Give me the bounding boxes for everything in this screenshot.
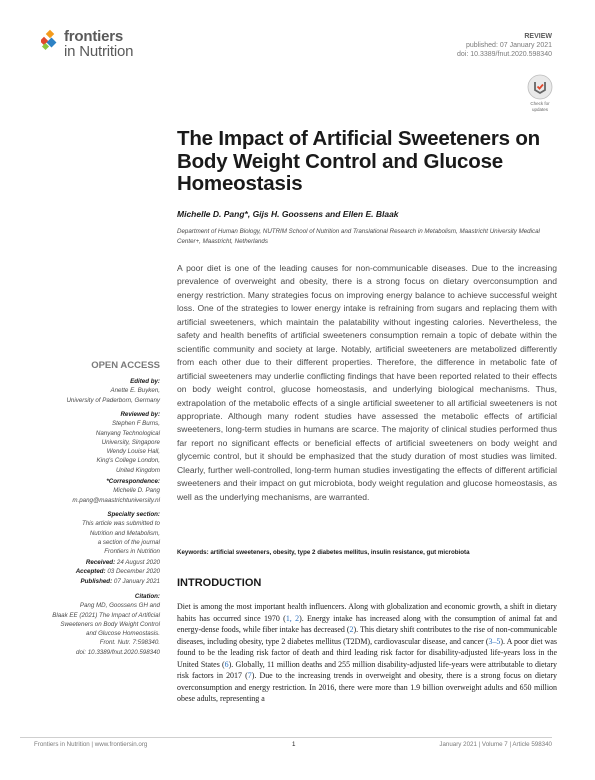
intro-text-run: ). This dietary shift contributes to the rise of non-communicable diseases, including obesity, type 2 diabetes mellitus (T2DM), cardiovascular disease, and cancer ( — [177, 625, 558, 646]
article-title: The Impact of Artificial Sweeteners on Body Weight Control and Glucose Homeostasis — [177, 127, 541, 195]
accepted-value: 03 December 2020 — [107, 568, 160, 576]
edited-by-label: Edited by: — [130, 378, 160, 385]
reviewer-line: Wendy Louise Hall, — [106, 448, 160, 456]
received-label: Received: — [85, 559, 116, 566]
logo-title: frontiers — [64, 28, 124, 45]
accepted-label: Accepted: — [75, 568, 106, 576]
citation-label: Citation: — [134, 593, 160, 600]
reviewer-line: King's College London, — [96, 457, 160, 465]
citation-line: Blaak EE (2021) The Impact of Artificial — [52, 611, 160, 619]
citation-link[interactable]: 7 — [247, 671, 252, 681]
citation-line: Front. Nutr. 7:598340. — [99, 639, 160, 647]
intro-text-run: ). A poor diet was found to be the leading risk factor of death and third leading risk factor for disability-adjusted life-years loss in the United States ( — [177, 636, 557, 669]
sidebar-correspondence — [20, 477, 160, 505]
citation-doi[interactable]: doi: 10.3389/fnut.2020.598340 — [76, 648, 160, 656]
received-value: 24 August 2020 — [116, 559, 160, 566]
check-for-updates-label — [519, 101, 561, 112]
logo-subtitle: in Nutrition — [64, 43, 134, 60]
doi-link[interactable]: doi: 10.3389/fnut.2020.598340 — [457, 51, 552, 58]
specialty-label: Specialty section: — [107, 511, 160, 518]
author-list[interactable]: Michelle D. Pang*, Gijs H. Goossens and Ellen E. Blaak — [177, 209, 399, 219]
abstract-text: A poor diet is one of the leading causes for non-communicable diseases. Due to the increasing prevalence of overweight and obesity, there is a strong focus on dietary overconsumption and energy restriction. Many strategies focus on improving energy balance to achieve successful weight loss. One of the strategies to lower energy intake is refraining from sugars and replacing them with artificial sweeteners, which maintain the palatability without ingesting calories. Nevertheless, the safety and health benefits of artificial sweeteners consumption remain a topic of debate within the scientific community and society at large. Notably, artificial sweeteners are metabolized differently from each other due to their different properties. Therefore, the difference in metabolic fate of artificial sweeteners may underlie conflicting findings that have been reported related to their effects on body weight control, glucose homeostasis, and underlying biological mechanisms. Thus, extrapolation of the metabolic effects of a single artificial sweetener to all artificial sweeteners is not appropriate. Although many rodent studies have assessed the metabolic effects of artificial sweeteners, long-term studies in humans are scarce. The majority of clinical studies performed thus far report no significant effects or beneficial effects of artificial sweeteners on body weight and glycemic control, but it should be emphasized that the study duration of most studies was limited. Clearly, further well-controlled, long-term human studies investigating the effects of different artificial sweeteners and their impact on gut microbiota, body weight regulation and glucose homeostasis, as well as the underlying mechanisms, are warranted. — [177, 263, 557, 502]
specialty-line: Frontiers in Nutrition — [104, 548, 160, 556]
reviewer-line: United Kingdom — [115, 466, 160, 474]
check-updates-line1: Check for — [530, 101, 550, 106]
citation-link[interactable]: 1, 2 — [285, 613, 300, 623]
reviewer-line: Nanyang Technological — [95, 429, 160, 437]
page-number: 1 — [292, 741, 296, 748]
footer-journal-link[interactable]: Frontiers in Nutrition | www.frontiersin.org — [34, 741, 148, 748]
reviewer-line: University, Singapore — [101, 438, 160, 446]
correspondence-label: *Correspondence: — [106, 478, 160, 485]
footer-divider — [20, 737, 552, 738]
correspondence-email[interactable]: m.pang@maastrichtuniversity.nl — [72, 496, 160, 504]
specialty-line: This article was submitted to — [81, 520, 160, 528]
citation-link[interactable]: 2 — [349, 625, 354, 635]
keywords: Keywords: artificial sweeteners, obesity, type 2 diabetes mellitus, insulin resistance, gut microbiota — [177, 549, 470, 556]
sidebar-dates — [20, 558, 160, 586]
citation-link[interactable]: 3–5 — [488, 636, 501, 646]
author-affiliation: Department of Human Biology, NUTRIM School of Nutrition and Translational Research in Metabolism, Maastricht University Medical Center+, Maastricht, Netherlands — [177, 228, 540, 245]
editor-name: Anette E. Buyken, — [110, 387, 160, 395]
sidebar-citation — [20, 592, 160, 657]
sidebar-reviewed-by — [20, 410, 160, 475]
published-value: 07 January 2021 — [113, 577, 160, 585]
reviewer-line: Stephen F Burns, — [111, 420, 160, 428]
open-access-label: OPEN ACCESS — [91, 360, 160, 371]
check-updates-line2: updates — [531, 106, 548, 112]
citation-line: Sweeteners on Body Weight Control — [60, 620, 160, 628]
check-for-updates-icon[interactable] — [527, 74, 553, 100]
article-type: REVIEW — [524, 33, 552, 40]
footer-issue-info: January 2021 | Volume 7 | Article 598340 — [439, 741, 552, 748]
accepted-date — [20, 567, 160, 576]
published-label: Published: — [80, 577, 113, 585]
reviewed-by-label: Reviewed by: — [120, 411, 160, 418]
frontiers-logo-icon — [41, 29, 63, 51]
citation-link[interactable]: 6 — [224, 659, 229, 669]
sidebar-specialty-section — [20, 510, 160, 556]
intro-text-run: ). Energy intake has increased along with the consumption of animal fat and energy-dense foods, while fiber intake has decreased ( — [177, 613, 557, 635]
citation-line: Pang MD, Goossens GH and — [79, 602, 160, 610]
journal-logo[interactable] — [41, 27, 181, 61]
published-date: published: 07 January 2021 — [465, 42, 552, 49]
intro-text-run: ). Due to the increasing trends in overweight and obesity, there is a strong focus on dietary overconsumption and energy restriction. In 2016, there were more than 1.9 billion overweight adults and 650 million obese adults, representing a — [177, 671, 557, 704]
correspondence-name: Michelle D. Pang — [113, 487, 160, 495]
sidebar-edited-by — [20, 377, 160, 405]
section-heading-introduction: INTRODUCTION — [177, 577, 262, 589]
article-meta — [457, 32, 552, 59]
specialty-line: a section of the journal — [97, 538, 160, 546]
editor-affiliation: University of Paderborn, Germany — [66, 396, 160, 404]
introduction-text — [177, 601, 557, 705]
citation-line: and Glucose Homeostasis. — [86, 630, 160, 638]
published-date-sidebar — [20, 577, 160, 586]
intro-text-run: Diet is among the most important health influencers. Along with globalization and economic growth, a shift in dietary habits has occurred since 1970 ( — [177, 602, 557, 623]
intro-text-run: ). Globally, 11 million deaths and 255 million disability-adjusted life-years were attributable to dietary risk factors in 2017 ( — [177, 659, 557, 681]
specialty-line: Nutrition and Metabolism, — [89, 529, 160, 537]
received-date — [20, 558, 160, 567]
